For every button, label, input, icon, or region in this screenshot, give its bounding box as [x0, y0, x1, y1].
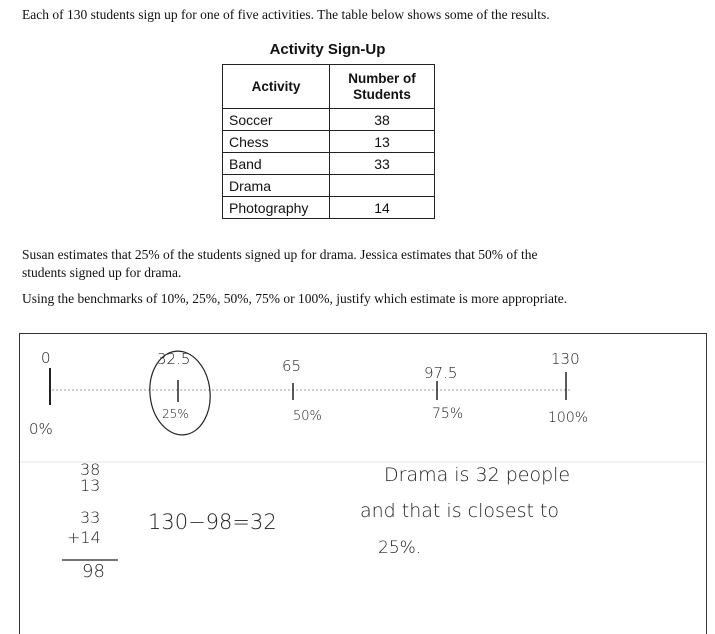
explanation-line-3: 25%. — [378, 538, 422, 558]
cell-activity: Photography — [223, 197, 330, 219]
nl-top-0: 0 — [41, 349, 51, 367]
table-title: Activity Sign-Up — [269, 41, 386, 58]
cell-activity: Soccer — [223, 109, 330, 131]
cell-activity: Chess — [223, 131, 330, 153]
cell-count: 13 — [330, 131, 435, 153]
nl-top-100: 130 — [551, 350, 580, 368]
cell-count: 38 — [330, 109, 435, 131]
nl-top-50: 65 — [282, 357, 302, 375]
estimates-text-line2: students signed up for drama. — [22, 265, 182, 280]
sum-result: 98 — [82, 561, 105, 582]
header-activity: Activity — [223, 65, 330, 109]
nl-bottom-50: 50% — [293, 409, 322, 424]
addend-3: 33 — [80, 508, 101, 527]
cell-count: 33 — [330, 153, 435, 175]
nl-bottom-25: 25% — [162, 407, 189, 421]
cell-activity: Drama — [223, 175, 330, 197]
addend-1: 38 — [80, 460, 101, 479]
addend-2: 13 — [80, 476, 101, 495]
cell-count: 14 — [330, 197, 435, 219]
question-text: Using the benchmarks of 10%, 25%, 50%, 75% or 100%, justify which estimate is more appropriate. — [22, 291, 568, 306]
subtraction-work: 130−98=32 — [148, 510, 277, 534]
intro-text: Each of 130 students sign up for one of five activities. The table below shows some of the results. — [22, 7, 550, 22]
estimates-text-line1: Susan estimates that 25% of the students signed up for drama. Jessica estimates that 50% of the — [22, 247, 538, 262]
explanation-line-1: Drama is 32 people — [384, 464, 571, 486]
nl-bottom-100: 100% — [548, 410, 589, 426]
nl-bottom-0: 0% — [29, 420, 53, 438]
nl-top-75: 97.5 — [424, 364, 458, 382]
nl-bottom-75: 75% — [432, 406, 464, 422]
nl-top-25: 32.5 — [157, 350, 191, 368]
cell-activity: Band — [223, 153, 330, 175]
addend-4: +14 — [67, 528, 101, 547]
header-count: Number of Students — [330, 65, 435, 109]
explanation-line-2: and that is closest to — [360, 500, 560, 522]
